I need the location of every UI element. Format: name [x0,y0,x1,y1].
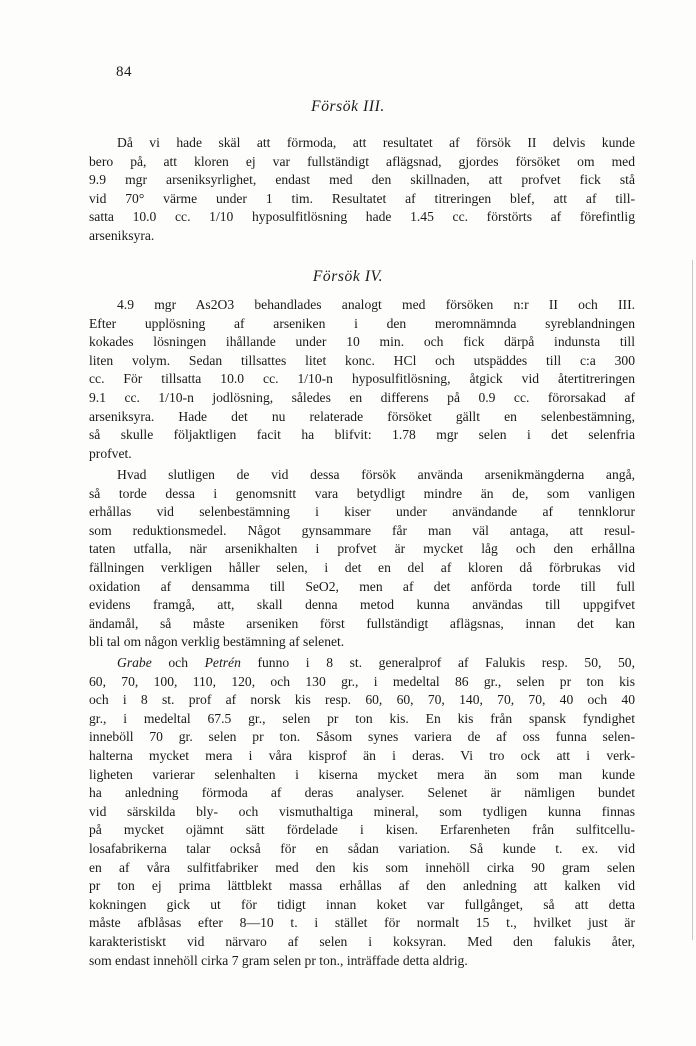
paragraph-conclusion [89,466,635,652]
text-line: kokades lösningen ihållande under 10 min. och fick därpå indunsta till [89,334,635,350]
text-line: Då vi hade skäl att förmoda, att resultatet af försök II delvis kunde [117,135,635,150]
text-line: fällningen verkligen håller selen, i det en del af kloren då förbrukas vid [89,559,635,575]
page-number: 84 [116,64,132,80]
text-line: bli tal om någon verklig bestämning af selenet. [89,634,345,650]
text-line: ha anledning förmoda af deras analyser. Selenet är nämligen bundet [89,785,635,801]
text-line: halterna mycket mera i våra kisprof än i deras. Vi tro ock att i verk- [89,747,635,763]
text-line: 4.9 mgr As2O3 behandlades analogt med försöken n:r II och III. [117,297,635,312]
text-line: på mycket ojämnt sätt fördelade i kisen. Erfarenheten från sulfitcellu- [89,822,635,838]
text-line: ligheten varierar selenhalten i kiserna mycket mera än som man kunde [89,766,635,782]
author-name-petren: Petrén [204,655,241,670]
text-line: vid 70° värme under 1 tim. Resultatet af titreringen blef, att af till- [89,190,635,206]
text-line: måste afblåsas efter 8—10 t. i stället för normalt 15 t., hvilket just är [89,915,635,931]
text-line: ändamål, så måste arseniken först fullständigt aflägsnas, innan det kan [89,615,635,631]
text-line: losafabrikerna talar också för en sådan variation. Så kunde t. ex. vid [89,840,635,856]
text-line: vid särskilda bly- och vismuthaltiga mineral, som tydligen kunna finnas [89,803,635,819]
text-line: erhållas vid selenbestämning i kiser under användande af tennklorur [89,504,635,520]
text-line: så torde dessa i genomsnitt vara betydligt mindre än de, som vanligen [89,485,635,501]
text-line: arseniksyra. [89,227,155,243]
text-line: evidens framgå, att, skall denna metod kunna användas till uppgifvet [89,597,635,613]
text-line: som reduktionsmedel. Något gynsammare får man väl antaga, att resul- [89,522,635,538]
text-line: kokningen gick ut för tidigt innan koket var fullgånget, så att detta [89,896,635,912]
text-line: bero på, att kloren ej var fullständigt aflägsnad, gjordes försöket om med [89,153,635,169]
text-line: satta 10.0 cc. 1/10 hyposulfitlösning hade 1.45 cc. förstörts af förefintlig [89,209,635,225]
text-line: en af våra sulfitfabriker med den kis som innehöll cirka 90 gram selen [89,859,635,875]
text-line: profvet. [89,445,132,461]
section-heading-forsok-3: Försök III. [311,98,385,115]
text-line: 9.1 cc. 1/10-n jodlösning, således en differens på 0.9 cc. förorsakad af [89,389,635,405]
section-heading-forsok-4: Försök IV. [312,268,384,285]
text-line: liten volym. Sedan tillsattes litet konc. HCl och utspäddes till c:a 300 [89,352,635,368]
text-line: karakteristiskt vid närvaro af selen i koksyran. Med den falukis åter, [89,933,635,949]
paragraph-forsok-4 [89,296,635,463]
text-line: Efter upplösning af arseniken i den meromnämnda syreblandningen [89,315,635,331]
text-line: så skulle följaktligen facit ha blifvit: 1.78 mgr selen i det selenfria [89,427,635,443]
text-line: 60, 70, 100, 110, 120, och 130 gr., i medeltal 86 gr., selen pr ton kis [89,673,635,689]
paragraph-grabe-petren [89,654,635,970]
text-line: Hvad slutligen de vid dessa försök använda arsenikmängderna angå, [117,467,635,482]
text-line: inneböll 70 gr. selen pr ton. Såsom synes variera de af oss funna selen- [89,729,635,745]
text-line: gr., i medeltal 67.5 gr., selen pr ton kis. En kis från spansk fyndighet [89,710,635,726]
text-line: och i 8 st. prof af norsk kis resp. 60, 60, 70, 140, 70, 70, 40 och 40 [89,692,635,708]
and-word: och [168,655,205,670]
text-line: arseniksyra. Hade det nu relaterade försöket gällt en selenbestämning, [89,408,635,424]
text-line: cc. För tillsatta 10.0 cc. 1/10-n hyposulfitlösning, åtgick vid återtitreringen [89,371,635,387]
text-line: taten utfalla, när arsenikhalten i profvet är mycket låg och den erhållna [89,541,635,557]
text-line [89,654,635,673]
author-name-grabe: Grabe [117,655,152,670]
line-rest: funno i 8 st. generalprof af Falukis resp. 50, 50, [240,655,635,670]
text-line: pr ton ej prima lättblekt massa erhållas af den anledning att kalken vid [89,878,635,894]
text-line: oxidation af densamma till SeO2, men af det anförda torde till full [89,578,635,594]
page-edge-line [692,260,693,940]
text-line: 9.9 mgr arseniksyrlighet, endast med den skillnaden, att profvet fick stå [89,172,635,188]
paragraph-forsok-3 [89,134,635,246]
text-line: som endast innehöll cirka 7 gram selen pr ton., inträffade detta aldrig. [89,952,468,968]
